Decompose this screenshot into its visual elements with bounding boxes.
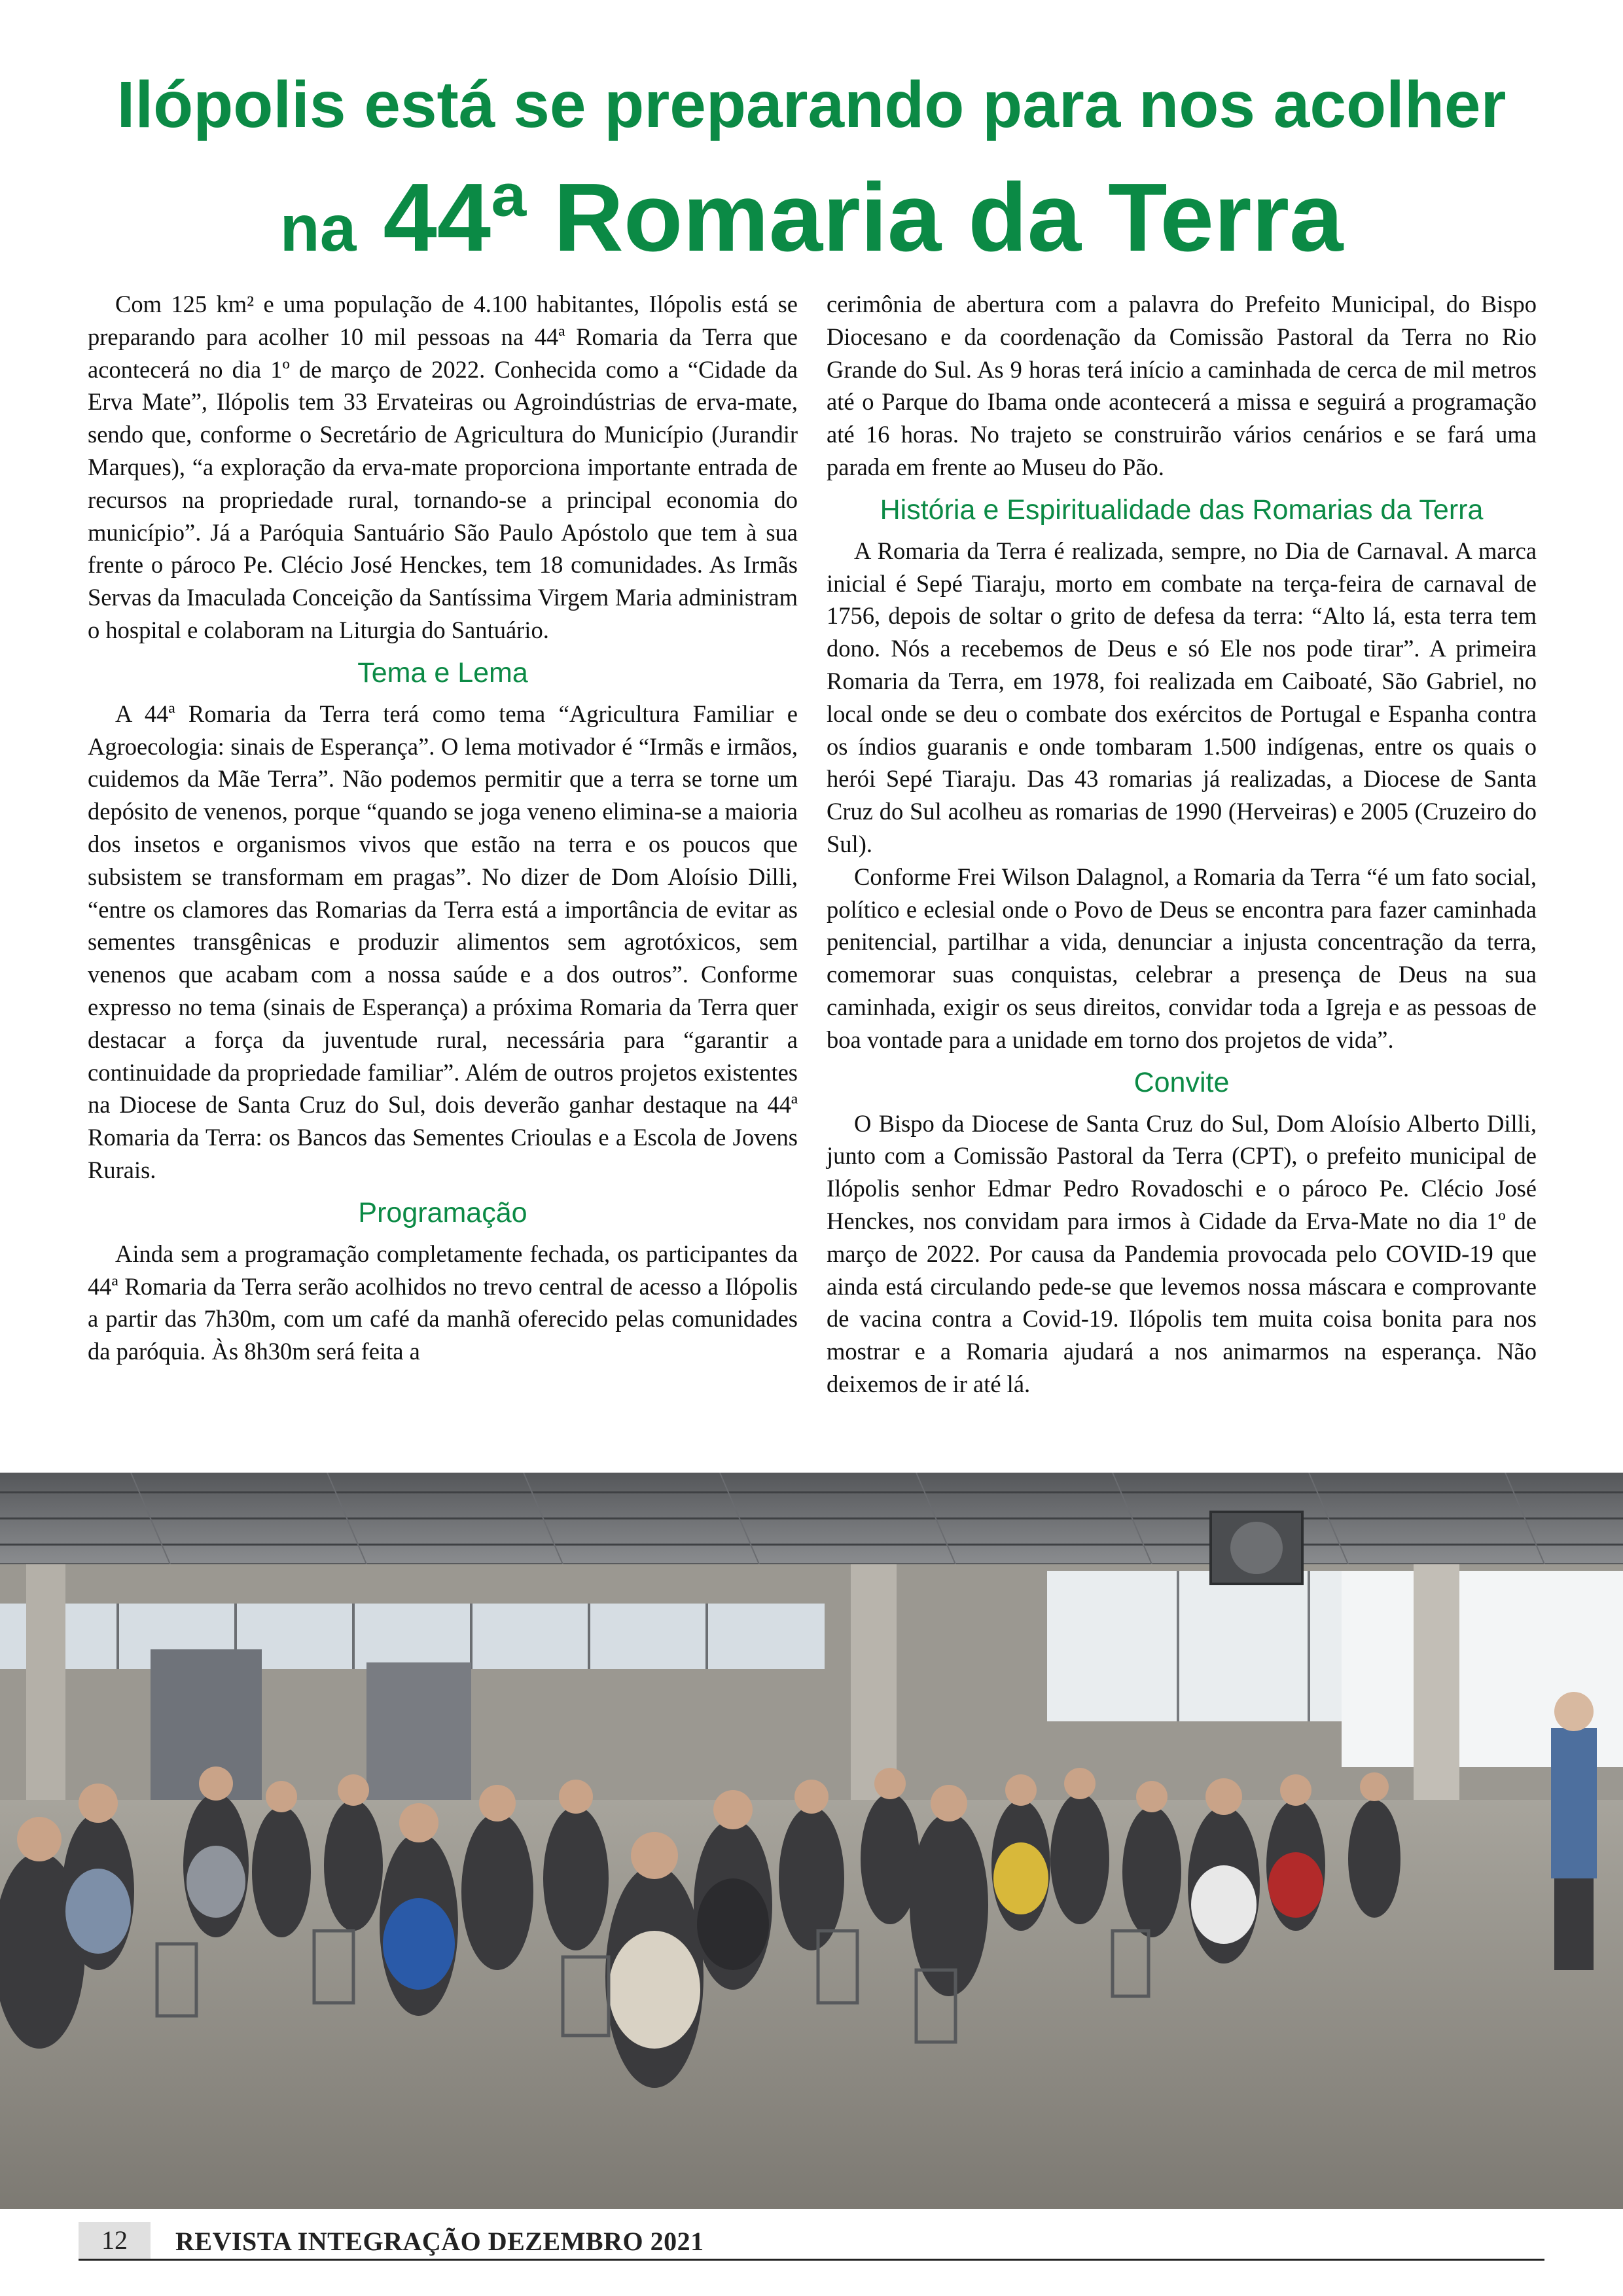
footer [0,2222,1623,2268]
heading-tema-e-lema: Tema e Lema [357,656,528,689]
heading-programacao: Programação [358,1196,527,1229]
headline-prefix: na [279,192,357,265]
paragraph-programacao: Ainda sem a programação completamente fechada, os participantes da 44ª Romaria da Terra serão acolhidos no trevo central de acesso a Ilópolis a partir das 7h30m, com um café da manhã oferecido pelas comunidades da paróquia. Às 8h30m será feita a [88,1240,798,1365]
event-photo [0,1473,1623,2209]
paragraph-programacao-cont: cerimônia de abertura com a palavra do Prefeito Municipal, do Bispo Diocesano e da coordenação da Comissão Pastoral da Terra no Rio Grande do Sul. As 9 horas terá início a caminhada de cerca de mil metros até o Parque do Ibama onde acontecerá a missa e seguirá a programação até 16 horas. No trajeto se construirão vários cenários e se fará uma parada em frente ao Museu do Pão. [827,291,1537,480]
paragraph-frei-wilson: Conforme Frei Wilson Dalagnol, a Romaria da Terra “é um fato social, político e eclesial onde o Povo de Deus se encontra para fazer caminhada penitencial, partilhar a vida, denunciar a injusta concentração da terra, comemorar suas conquistas, celebrar a presença de Deus na sua caminhada, exigir os seus direitos, convidar toda a Igreja e as pessoas de boa vontade para a unidade em torno dos projetos de vida”. [827,863,1537,1053]
paragraph-tema: A 44ª Romaria da Terra terá como tema “Agricultura Familiar e Agroecologia: sinais de Esperança”. O lema motivador é “Irmãs e irmãos, cuidemos da Mãe Terra”. Não podemos permitir que a terra se torne um depósito de venenos, porque “quando se joga veneno elimina-se a maioria dos insetos e organismos vivos que estão na terra e os poucos que subsistem se transformam em pragas”. No dizer de Dom Aloísio Dilli, “entre os clamores das Romarias da Terra está a importância de evitar as sementes transgênicas e produzir alimentos sem agrotóxicos, sem venenos que acabam com a nossa saúde e a dos outros”. Conforme expresso no tema (sinais de Esperança) a próxima Romaria da Terra quer destacar a força da juventude rural, necessária para “garantir a continuidade da propriedade familiar”. Além de outros projetos existentes na Diocese de Santa Cruz do Sul, dois deverão ganhar destaque na 44ª Romaria da Terra: os Bancos das Sementes Crioulas e a Escola de Jovens Rurais. [88,700,798,1183]
headline-line-1: Ilópolis está se preparando para nos acolher [116,68,1507,141]
paragraph-intro: Com 125 km² e uma população de 4.100 habitantes, Ilópolis está se preparando para acolher 10 mil pessoas na 44ª Romaria da Terra que acontecerá no dia 1º de março de 2022. Conhecida como a “Cidade da Erva Mate”, Ilópolis tem 33 Ervateiras ou Agroindústrias de erva-mate, sendo que, conforme o Secretário de Agricultura do Município (Jurandir Marques), “a exploração da erva-mate proporciona importante entrada de recursos na propriedade rural, tornando-se a principal economia do município”. Já a Paróquia Santuário São Paulo Apóstolo que tem à sua frente o pároco Pe. Clécio José Henckes, tem 18 comunidades. As Irmãs Servas da Imaculada Conceição da Santíssima Virgem Maria administram o hospital e colaboram na Liturgia do Santuário. [88,291,798,643]
headline-line-2 [0,156,1623,291]
right-column [827,288,1537,1401]
heading-convite: Convite [1133,1066,1230,1098]
page-number: 12 [101,2225,128,2255]
heading-historia: História e Espiritualidade das Romarias da Terra [880,493,1484,526]
footer-rule [79,2259,1544,2261]
left-column [88,288,798,1368]
headline-main: 44ª Romaria da Terra [383,164,1344,272]
paragraph-historia: A Romaria da Terra é realizada, sempre, no Dia de Carnaval. A marca inicial é Sepé Tiaraju, morto em combate na terça-feira de carnaval de 1756, depois de soltar o grito de defesa da terra: “Alto lá, esta terra tem dono. Nós a recebemos de Deus e só Ele nos pode tirar”. A primeira Romaria da Terra, em 1978, foi realizada em Caiboaté, São Gabriel, no local onde se deu o combate dos exércitos de Portugal e Espanha contra os índios guaranis e onde tombaram 1.500 indígenas, entre os quais o herói Sepé Tiaraju. Das 43 romarias já realizadas, a Diocese de Santa Cruz do Sul acolheu as romarias de 1990 (Herveiras) e 2005 (Cruzeiro do Sul). [827,537,1537,857]
magazine-name: REVISTA INTEGRAÇÃO DEZEMBRO 2021 [175,2227,704,2256]
paragraph-convite: O Bispo da Diocese de Santa Cruz do Sul, Dom Aloísio Alberto Dilli, junto com a Comissão Pastoral da Terra (CPT), o prefeito municipal de Ilópolis senhor Edmar Pedro Rovadoschi e o pároco Pe. Clécio José Henckes, nos convidam para irmos à Cidade da Erva-Mate no dia 1º de março de 2022. Por causa da Pandemia provocada pelo COVID-19 que ainda está circulando pede-se que levemos nossa máscara e comprovante de vacina contra a Covid-19. Ilópolis tem muita coisa bonita para nos mostrar e a Romaria ajudará a nos animarmos na esperança. Não deixemos de ir até lá. [827,1109,1537,1397]
